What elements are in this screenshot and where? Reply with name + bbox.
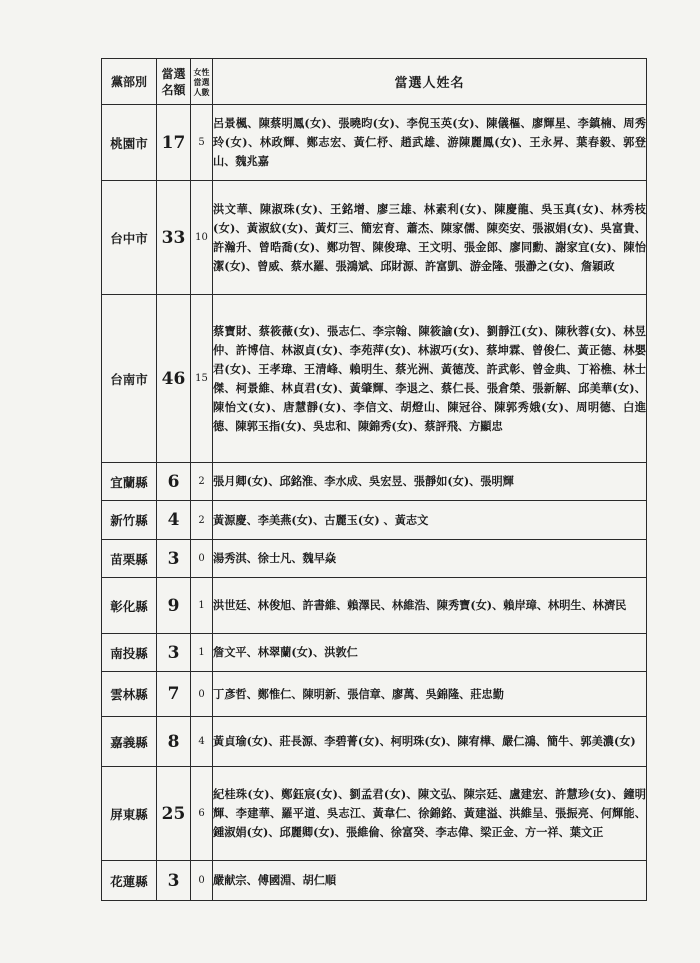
party-cell: 桃園市 [102,105,157,181]
table-row [102,540,647,578]
party-cell: 嘉義縣 [102,717,157,767]
female-cell: 0 [191,861,213,901]
party-cell: 花蓮縣 [102,861,157,901]
party-cell: 宜蘭縣 [102,463,157,501]
names-cell: 張月卿(女)、邱銘淮、李水成、吳宏昱、張靜如(女)、張明輝 [213,463,647,501]
female-cell: 5 [191,105,213,181]
party-cell: 台南市 [102,295,157,463]
table-row [102,717,647,767]
header-names: 當選人姓名 [213,59,647,105]
party-cell: 台中市 [102,181,157,295]
table-row [102,463,647,501]
seats-cell: 6 [157,463,191,501]
seats-cell: 7 [157,672,191,717]
header-seats: 當選名額 [157,59,191,105]
party-cell: 雲林縣 [102,672,157,717]
names-cell: 紀桂珠(女)、鄭鈺宸(女)、劉孟君(女)、陳文弘、陳宗廷、盧建宏、許慧珍(女)、鐘明輝、李建華、羅平道、吳志江、黃韋仁、徐錦銘、黃建溢、洪維呈、張振亮、何輝能、鍾淑娟(女)、邱麗卿(女)、張維倫、徐富癸、李志偉、梁正金、方一祥、葉文正 [213,767,647,861]
table-row [102,181,647,295]
seats-cell: 25 [157,767,191,861]
names-cell: 洪世廷、林俊旭、許書維、賴澤民、林維浩、陳秀寶(女)、賴岸璋、林明生、林濟民 [213,578,647,634]
table-row [102,861,647,901]
female-cell: 0 [191,540,213,578]
female-cell: 6 [191,767,213,861]
seats-cell: 46 [157,295,191,463]
names-cell: 嚴献宗、傅國淵、胡仁順 [213,861,647,901]
names-cell: 呂景楓、陳蔡明鳳(女)、張曉昀(女)、李倪玉英(女)、陳儀樞、廖輝星、李鎮楠、周秀玲(女)、林政輝、鄭志宏、黃仁杼、趙武雄、游陳麗鳳(女)、王永昇、葉春毅、郭登山、魏兆嘉 [213,105,647,181]
party-cell: 南投縣 [102,634,157,672]
names-cell: 蔡寶財、蔡筱薇(女)、張志仁、李宗翰、陳筱諭(女)、劉靜江(女)、陳秋蓉(女)、林昱仲、許博信、林淑貞(女)、李苑萍(女)、林淑巧(女)、蔡坤霖、曾俊仁、黃正德、林嬰君(女)、王孝瑋、王清峰、賴明生、蔡光洲、黃德茂、許武彰、曾金典、丁裕樵、林士傑、柯景維、林貞君(女)、黃肇輝、李退之、蔡仁長、張倉榮、張新解、邱美華(女)、陳怡文(女)、唐慧靜(女)、李信文、胡燈山、陳冠谷、陳郭秀娥(女)、周明德、白進德、陳郭玉指(女)、吳忠和、陳錦秀(女)、蔡評飛、方顯忠 [213,295,647,463]
names-cell: 黃貞瑜(女)、莊長源、李碧菁(女)、柯明珠(女)、陳宥樺、嚴仁鴻、簡牛、郭美濃(女) [213,717,647,767]
female-cell: 1 [191,634,213,672]
table-row [102,767,647,861]
seats-cell: 17 [157,105,191,181]
seats-cell: 8 [157,717,191,767]
table-row [102,634,647,672]
table-row [102,578,647,634]
names-cell: 詹文平、林翠蘭(女)、洪敦仁 [213,634,647,672]
elected-roster-table [101,58,647,901]
seats-cell: 3 [157,634,191,672]
party-cell: 新竹縣 [102,501,157,540]
female-cell: 1 [191,578,213,634]
female-cell: 4 [191,717,213,767]
female-cell: 15 [191,295,213,463]
seats-cell: 9 [157,578,191,634]
names-cell: 洪文華、陳淑珠(女)、王銘增、廖三雄、林素利(女)、陳慶龍、吳玉真(女)、林秀枝(女)、黃淑紋(女)、黃灯三、簡宏育、蕭杰、陳家儒、陳奕安、張淑娟(女)、吳富貴、許瀚升、曾晧喬(女)、鄭功智、陳俊瑋、王文明、張金郎、廖同勳、謝家宜(女)、陳怡潔(女)、曾威、蔡水羅、張鴻斌、邱財源、許富凱、游金隆、張瀞之(女)、詹穎政 [213,181,647,295]
names-cell: 黃源慶、李美燕(女)、古麗玉(女) 、黃志文 [213,501,647,540]
female-cell: 2 [191,501,213,540]
seats-cell: 4 [157,501,191,540]
female-cell: 0 [191,672,213,717]
party-cell: 苗栗縣 [102,540,157,578]
seats-cell: 33 [157,181,191,295]
names-cell: 湯秀淇、徐士凡、魏早焱 [213,540,647,578]
roster-body [102,105,647,901]
header-party: 黨部別 [102,59,157,105]
table-row [102,295,647,463]
table-row [102,105,647,181]
party-cell: 彰化縣 [102,578,157,634]
seats-cell: 3 [157,540,191,578]
header-female: 女性當選人數 [191,59,213,105]
header-row [102,59,647,105]
table-row [102,672,647,717]
seats-cell: 3 [157,861,191,901]
names-cell: 丁彥哲、鄭惟仁、陳明新、張信章、廖萬、吳錦隆、莊忠勤 [213,672,647,717]
female-cell: 10 [191,181,213,295]
party-cell: 屏東縣 [102,767,157,861]
table-row [102,501,647,540]
female-cell: 2 [191,463,213,501]
